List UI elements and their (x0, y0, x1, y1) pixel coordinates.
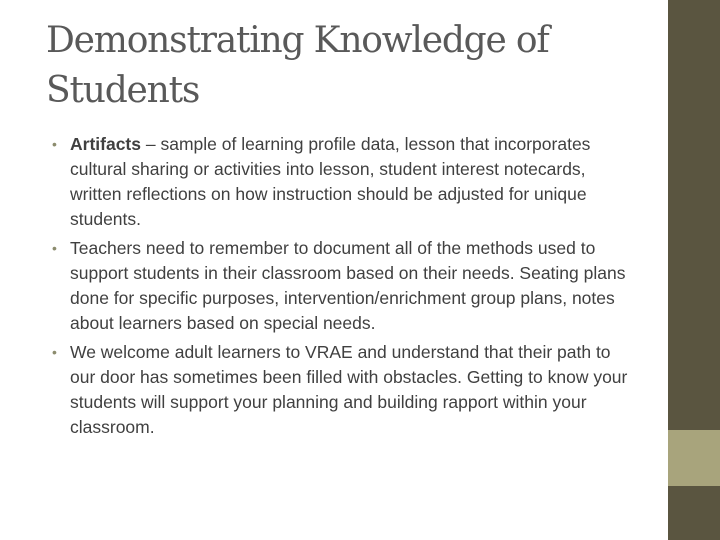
bullet-dot-icon: • (52, 344, 57, 360)
sidebar-accent-band (668, 430, 720, 486)
bullet-dot-icon: • (52, 240, 57, 256)
slide-title (46, 16, 646, 116)
bullet-item-artifacts (52, 132, 632, 232)
slide-title-line-1: Demonstrating Knowledge of (46, 20, 549, 61)
bullet-item-adult-learners (52, 340, 632, 440)
sidebar-bottom-block (668, 486, 720, 540)
bullet-text: – sample of learning profile data, lesson that incorporates cultural sharing or activities into lesson, student interest notecards, written reflections on how instruction should be adjusted for unique students. (70, 134, 591, 229)
sidebar-top-block (668, 0, 720, 430)
slide-title-line-2: Students (46, 70, 200, 111)
bullet-text: We welcome adult learners to VRAE and understand that their path to our door has sometimes been filled with obstacles. Getting to know your students will support your planning and building rapport within your classroom. (70, 342, 628, 437)
bullet-list (52, 132, 632, 444)
bullet-text: Teachers need to remember to document all of the methods used to support students in their classroom based on their needs. Seating plans done for specific purposes, intervention/enrichment group plans, notes about learners based on special needs. (70, 238, 626, 333)
bullet-dot-icon: • (52, 136, 57, 152)
decorative-sidebar (668, 0, 720, 540)
bullet-item-document-methods (52, 236, 632, 336)
bullet-bold-label: Artifacts (70, 134, 141, 154)
